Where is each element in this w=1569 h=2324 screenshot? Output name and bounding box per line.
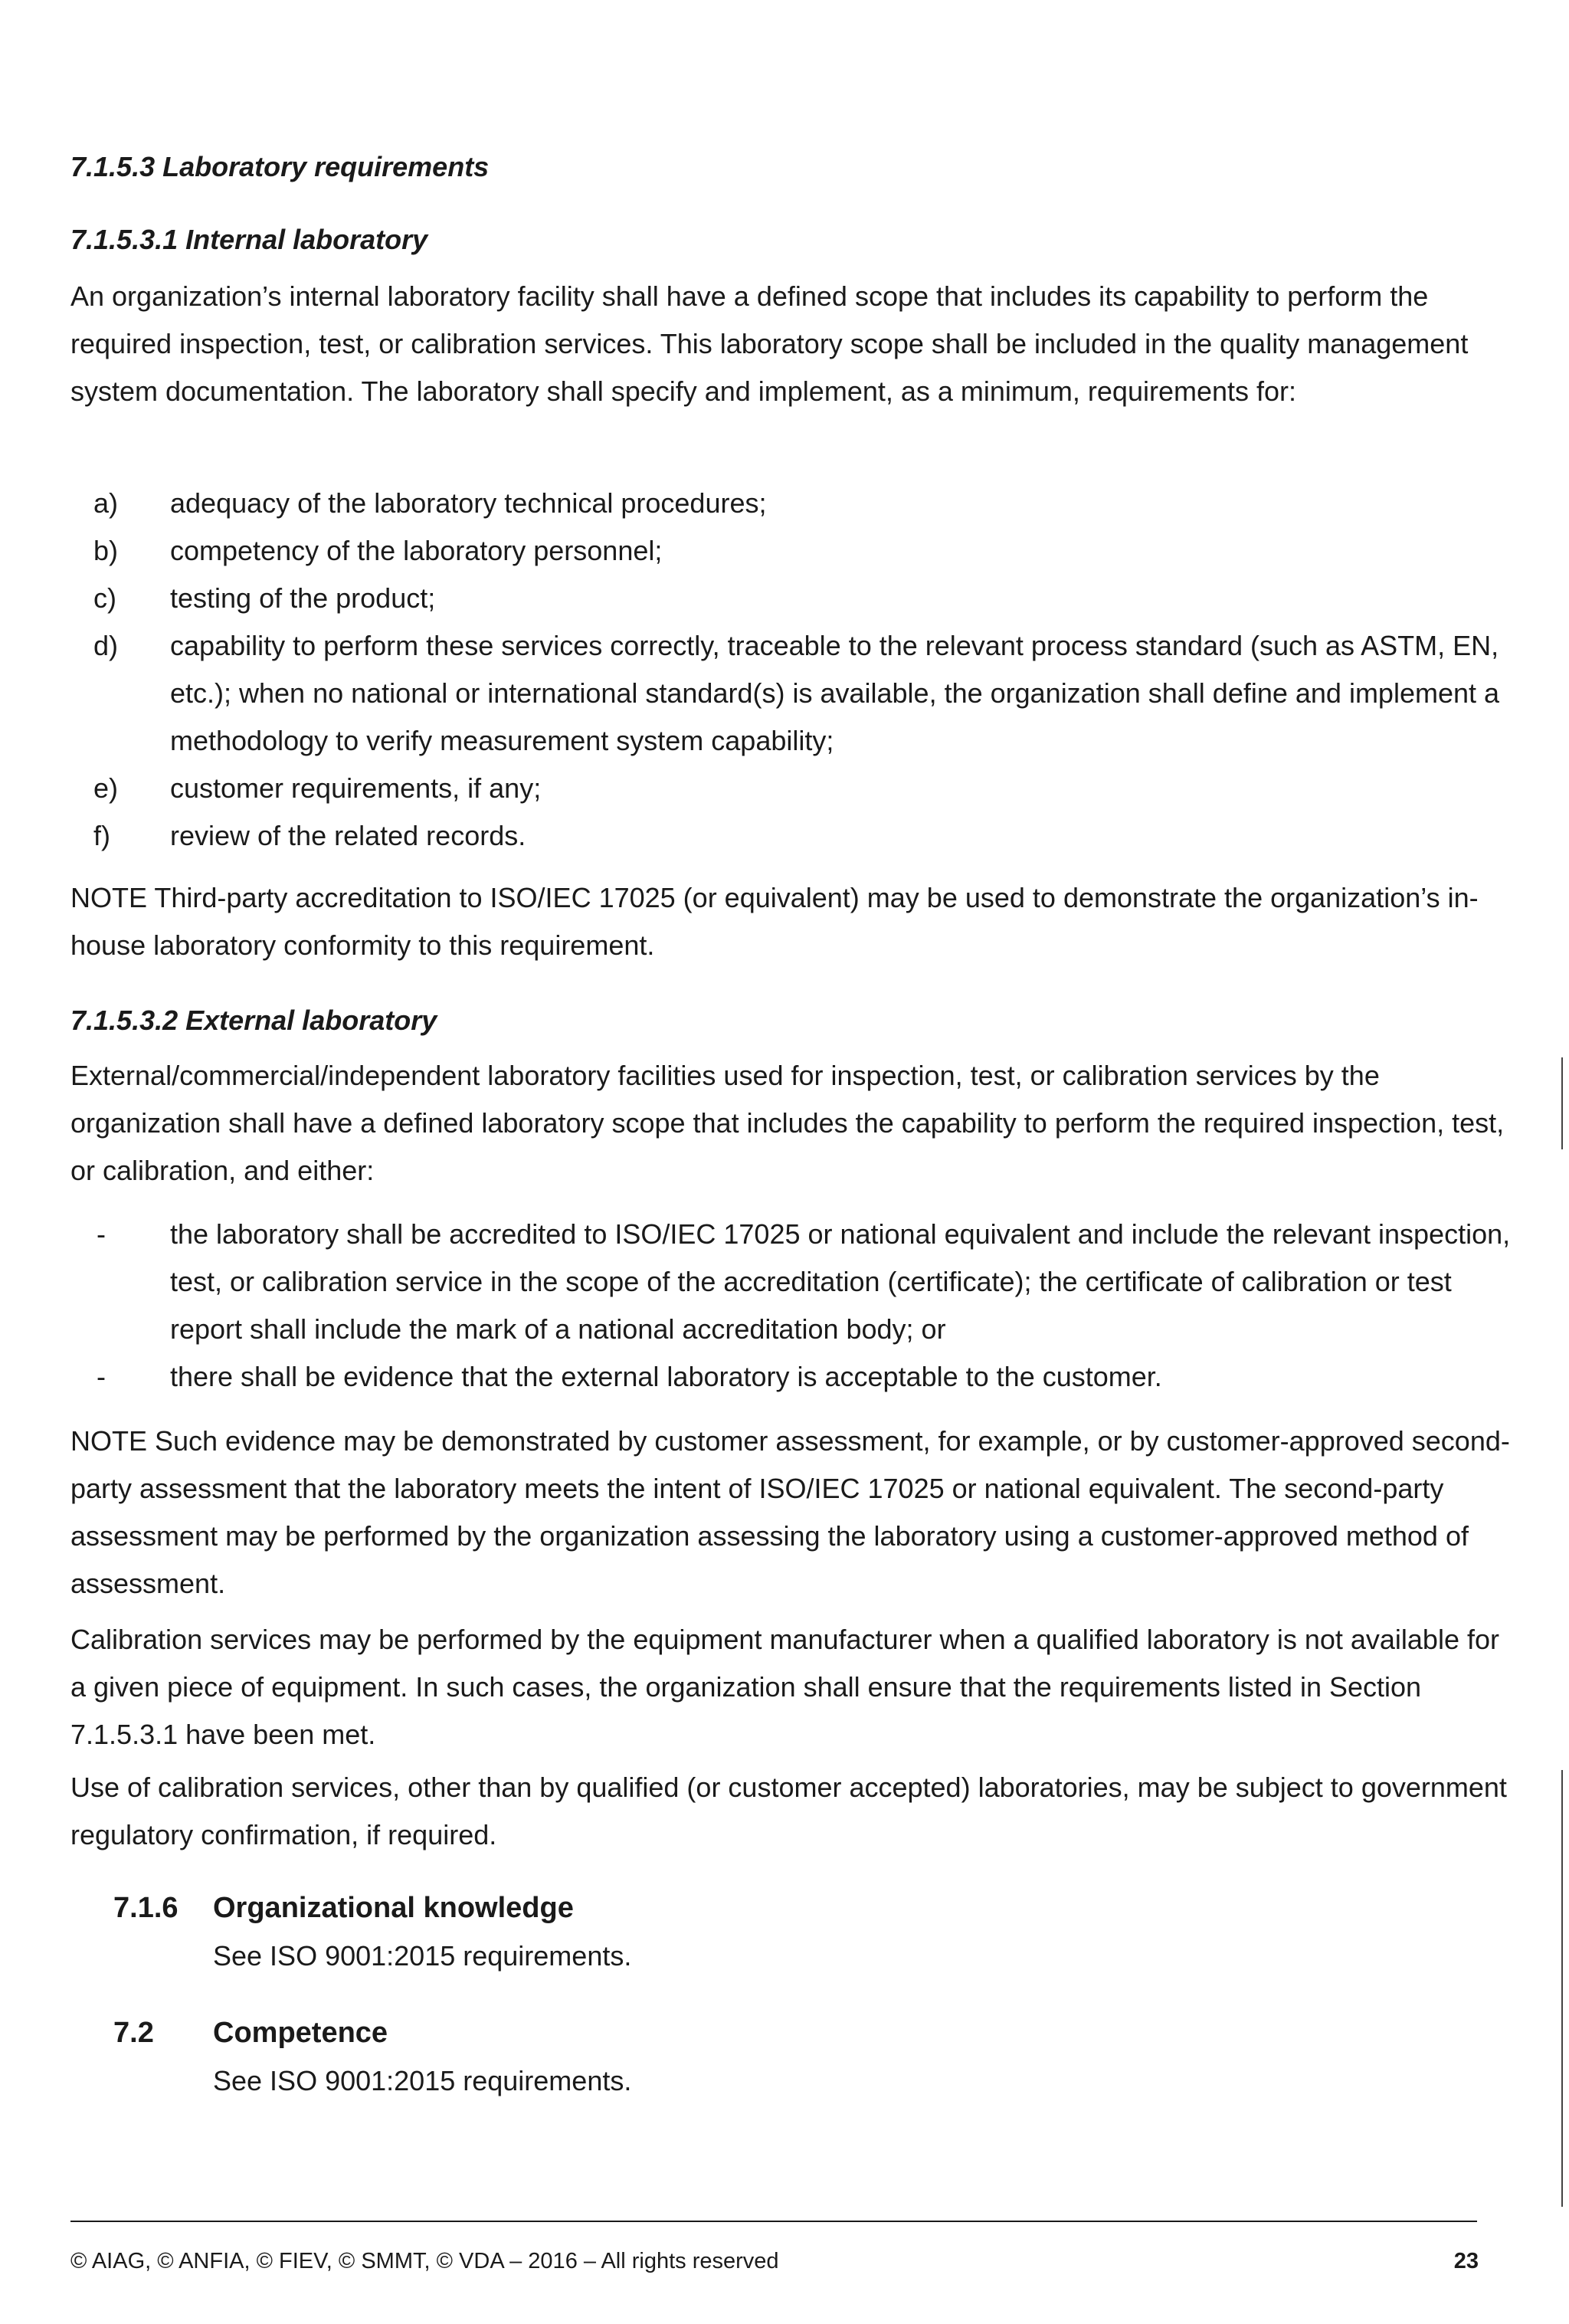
list-marker: - [97,1361,106,1392]
scan-artifact-line [1561,1057,1563,1149]
section-number: 7.1.6 [113,1892,179,1924]
section-title: Organizational knowledge [213,1892,574,1924]
heading-laboratory-requirements: 7.1.5.3 Laboratory requirements [70,151,490,182]
organizational-knowledge-text: See ISO 9001:2015 requirements. [213,1940,632,1972]
list-item-text: competency of the laboratory personnel; [170,535,663,566]
list-marker: c) [93,582,116,614]
list-item [70,527,1511,575]
scan-artifact-line [1561,1770,1563,2207]
list-marker: a) [93,487,119,519]
list-item [70,1353,1511,1401]
use-of-calibration-paragraph: Use of calibration services, other than by qualified (or customer accepted) laboratories, may be subject to government regulatory confirmation, if required. [70,1772,1507,1850]
section-number: 7.2 [113,2017,154,2049]
list-marker: b) [93,535,119,566]
competence-text: See ISO 9001:2015 requirements. [213,2065,632,2096]
list-item-text: testing of the product; [170,582,436,614]
note-customer-evidence: NOTE Such evidence may be demonstrated by customer assessment, for example, or by customer-approved second-party assessment that the laboratory meets the intent of ISO/IEC 17025 or national equivalent. The second-party assessment may be performed by the organization assessing the laboratory using a customer-approved method of assessment. [70,1425,1510,1599]
heading-organizational-knowledge [113,1891,574,1925]
internal-laboratory-paragraph: An organization’s internal laboratory facility shall have a defined scope that includes its capability to perform the required inspection, test, or calibration services. This laboratory scope shall be included in the quality management system documentation. The laboratory shall specify and implement, as a minimum, requirements for: [70,280,1469,407]
list-item-text: adequacy of the laboratory technical procedures; [170,487,767,519]
list-item-text: the laboratory shall be accredited to ISO/IEC 17025 or national equivalent and include the relevant inspection, test, or calibration service in the scope of the accreditation (certificate); the certificate of calibration or test report shall include the mark of a national accreditation body; or [170,1218,1511,1345]
list-item [70,575,1511,622]
list-marker: f) [93,820,110,851]
heading-internal-laboratory: 7.1.5.3.1 Internal laboratory [70,224,428,255]
list-item [70,812,1511,860]
internal-requirements-list [70,480,1511,860]
page-number: 23 [1453,2249,1479,2273]
list-marker: e) [93,772,119,804]
list-marker: d) [93,630,119,661]
footer-copyright: © AIAG, © ANFIA, © FIEV, © SMMT, © VDA – 2016 – All rights reserved [70,2249,779,2273]
list-item-text: customer requirements, if any; [170,772,542,804]
calibration-services-paragraph: Calibration services may be performed by the equipment manufacturer when a qualified laboratory is not available for a given piece of equipment. In such cases, the organization shall ensure that the requirements listed in Section 7.1.5.3.1 have been met. [70,1624,1499,1750]
list-item-text: review of the related records. [170,820,526,851]
heading-competence [113,2016,388,2050]
external-requirements-list [70,1211,1511,1401]
list-item [70,1211,1511,1353]
heading-external-laboratory: 7.1.5.3.2 External laboratory [70,1005,437,1036]
note-accreditation: NOTE Third-party accreditation to ISO/IEC 17025 (or equivalent) may be used to demonstrate the organization’s in-house laboratory conformity to this requirement. [70,882,1479,961]
list-marker: - [97,1218,106,1250]
list-item-text: capability to perform these services correctly, traceable to the relevant process standard (such as ASTM, EN, etc.); when no national or international standard(s) is available, the organization shall define and implement a methodology to verify measurement system capability; [170,630,1500,756]
list-item [70,622,1511,765]
list-item [70,480,1511,527]
external-laboratory-paragraph: External/commercial/independent laboratory facilities used for inspection, test, or calibration services by the organization shall have a defined laboratory scope that includes the capability to perform the required inspection, test, or calibration, and either: [70,1060,1505,1186]
section-title: Competence [213,2017,388,2049]
list-item-text: there shall be evidence that the external laboratory is acceptable to the customer. [170,1361,1162,1392]
footer-divider [70,2221,1477,2222]
list-item [70,765,1511,812]
